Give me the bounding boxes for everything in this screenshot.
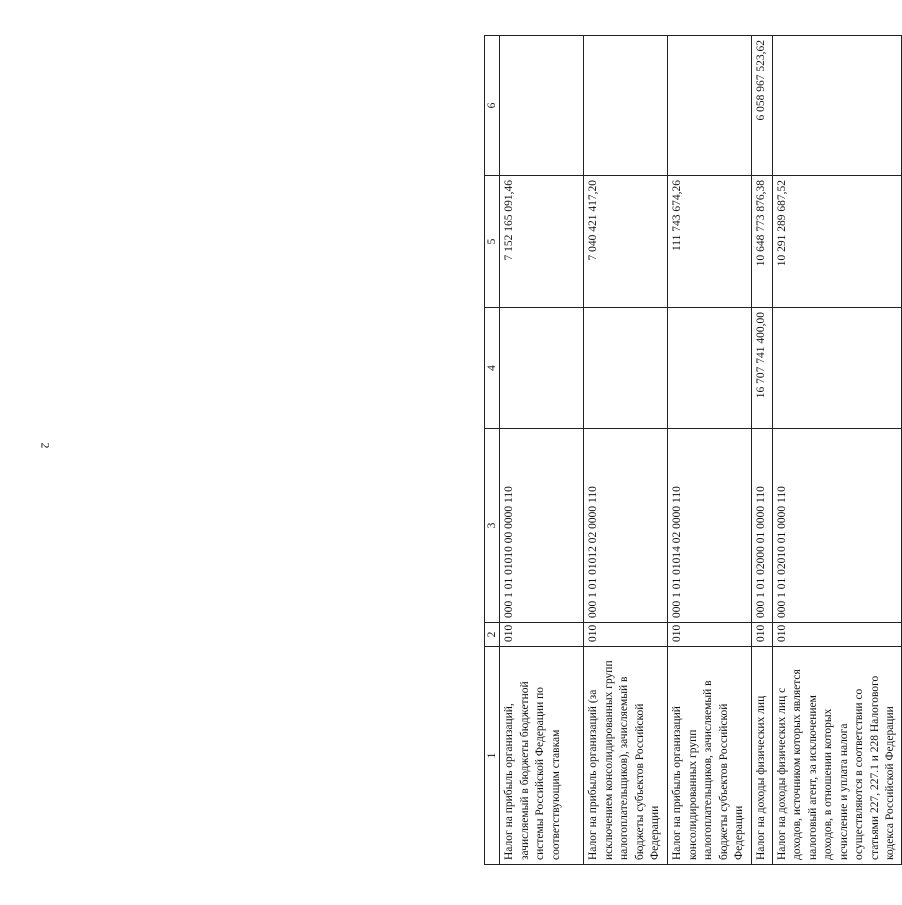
row-approved: 16 707 741 400,00	[752, 308, 773, 429]
row-budget-code: 000 1 01 02000 01 0000 110	[752, 429, 773, 623]
row-budget-code: 000 1 01 01014 02 0000 110	[668, 429, 752, 623]
table-row	[752, 36, 773, 865]
row-line-code: 010	[772, 623, 901, 647]
revenue-table	[484, 35, 902, 865]
table-row	[772, 36, 901, 865]
row-name: Налог на доходы физических лиц с доходов, источником которых является налоговый агент, за исключением доходов, в отношении которых исчисление и уплата налога осуществляются в соответствии со статьями 227, 227.1 и 228 Налогового кодекса Российской Федерации	[772, 647, 901, 865]
table-row	[584, 36, 668, 865]
column-header: 1	[485, 647, 500, 865]
column-number-row	[485, 36, 500, 865]
row-unexecuted	[772, 36, 901, 176]
column-header: 3	[485, 429, 500, 623]
table-wrapper	[84, 36, 897, 865]
page-number: 2	[38, 442, 53, 449]
row-approved	[584, 308, 668, 429]
row-budget-code: 000 1 01 01010 00 0000 110	[500, 429, 584, 623]
row-budget-code: 000 1 01 01012 02 0000 110	[584, 429, 668, 623]
column-header: 5	[485, 176, 500, 308]
row-approved	[772, 308, 901, 429]
row-budget-code: 000 1 01 02010 01 0000 110	[772, 429, 901, 623]
row-unexecuted	[500, 36, 584, 176]
column-header: 6	[485, 36, 500, 176]
table-row	[500, 36, 584, 865]
row-name: Налог на прибыль организаций, зачисляемый в бюджеты бюджетной системы Российской Федерации по соответствующим ставкам	[500, 647, 584, 865]
row-unexecuted: 6 058 967 523,62	[752, 36, 773, 176]
row-name: Налог на прибыль организаций консолидированных групп налогоплательщиков, зачисляемый в бюджеты субъектов Российской Федерации	[668, 647, 752, 865]
column-header: 2	[485, 623, 500, 647]
row-unexecuted	[584, 36, 668, 176]
row-executed: 10 291 289 687,52	[772, 176, 901, 308]
row-line-code: 010	[500, 623, 584, 647]
row-approved	[668, 308, 752, 429]
row-approved	[500, 308, 584, 429]
row-line-code: 010	[668, 623, 752, 647]
row-unexecuted	[668, 36, 752, 176]
row-executed: 7 040 421 417,20	[584, 176, 668, 308]
row-line-code: 010	[584, 623, 668, 647]
row-line-code: 010	[752, 623, 773, 647]
row-executed: 111 743 674,26	[668, 176, 752, 308]
column-header: 4	[485, 308, 500, 429]
row-executed: 7 152 165 091,46	[500, 176, 584, 308]
table-row	[668, 36, 752, 865]
row-name: Налог на доходы физических лиц	[752, 647, 773, 865]
row-name: Налог на прибыль организаций (за исключением консолидированных групп налогоплательщиков), зачисляемый в бюджеты субъектов Российской Федерации	[584, 647, 668, 865]
row-executed: 10 648 773 876,38	[752, 176, 773, 308]
